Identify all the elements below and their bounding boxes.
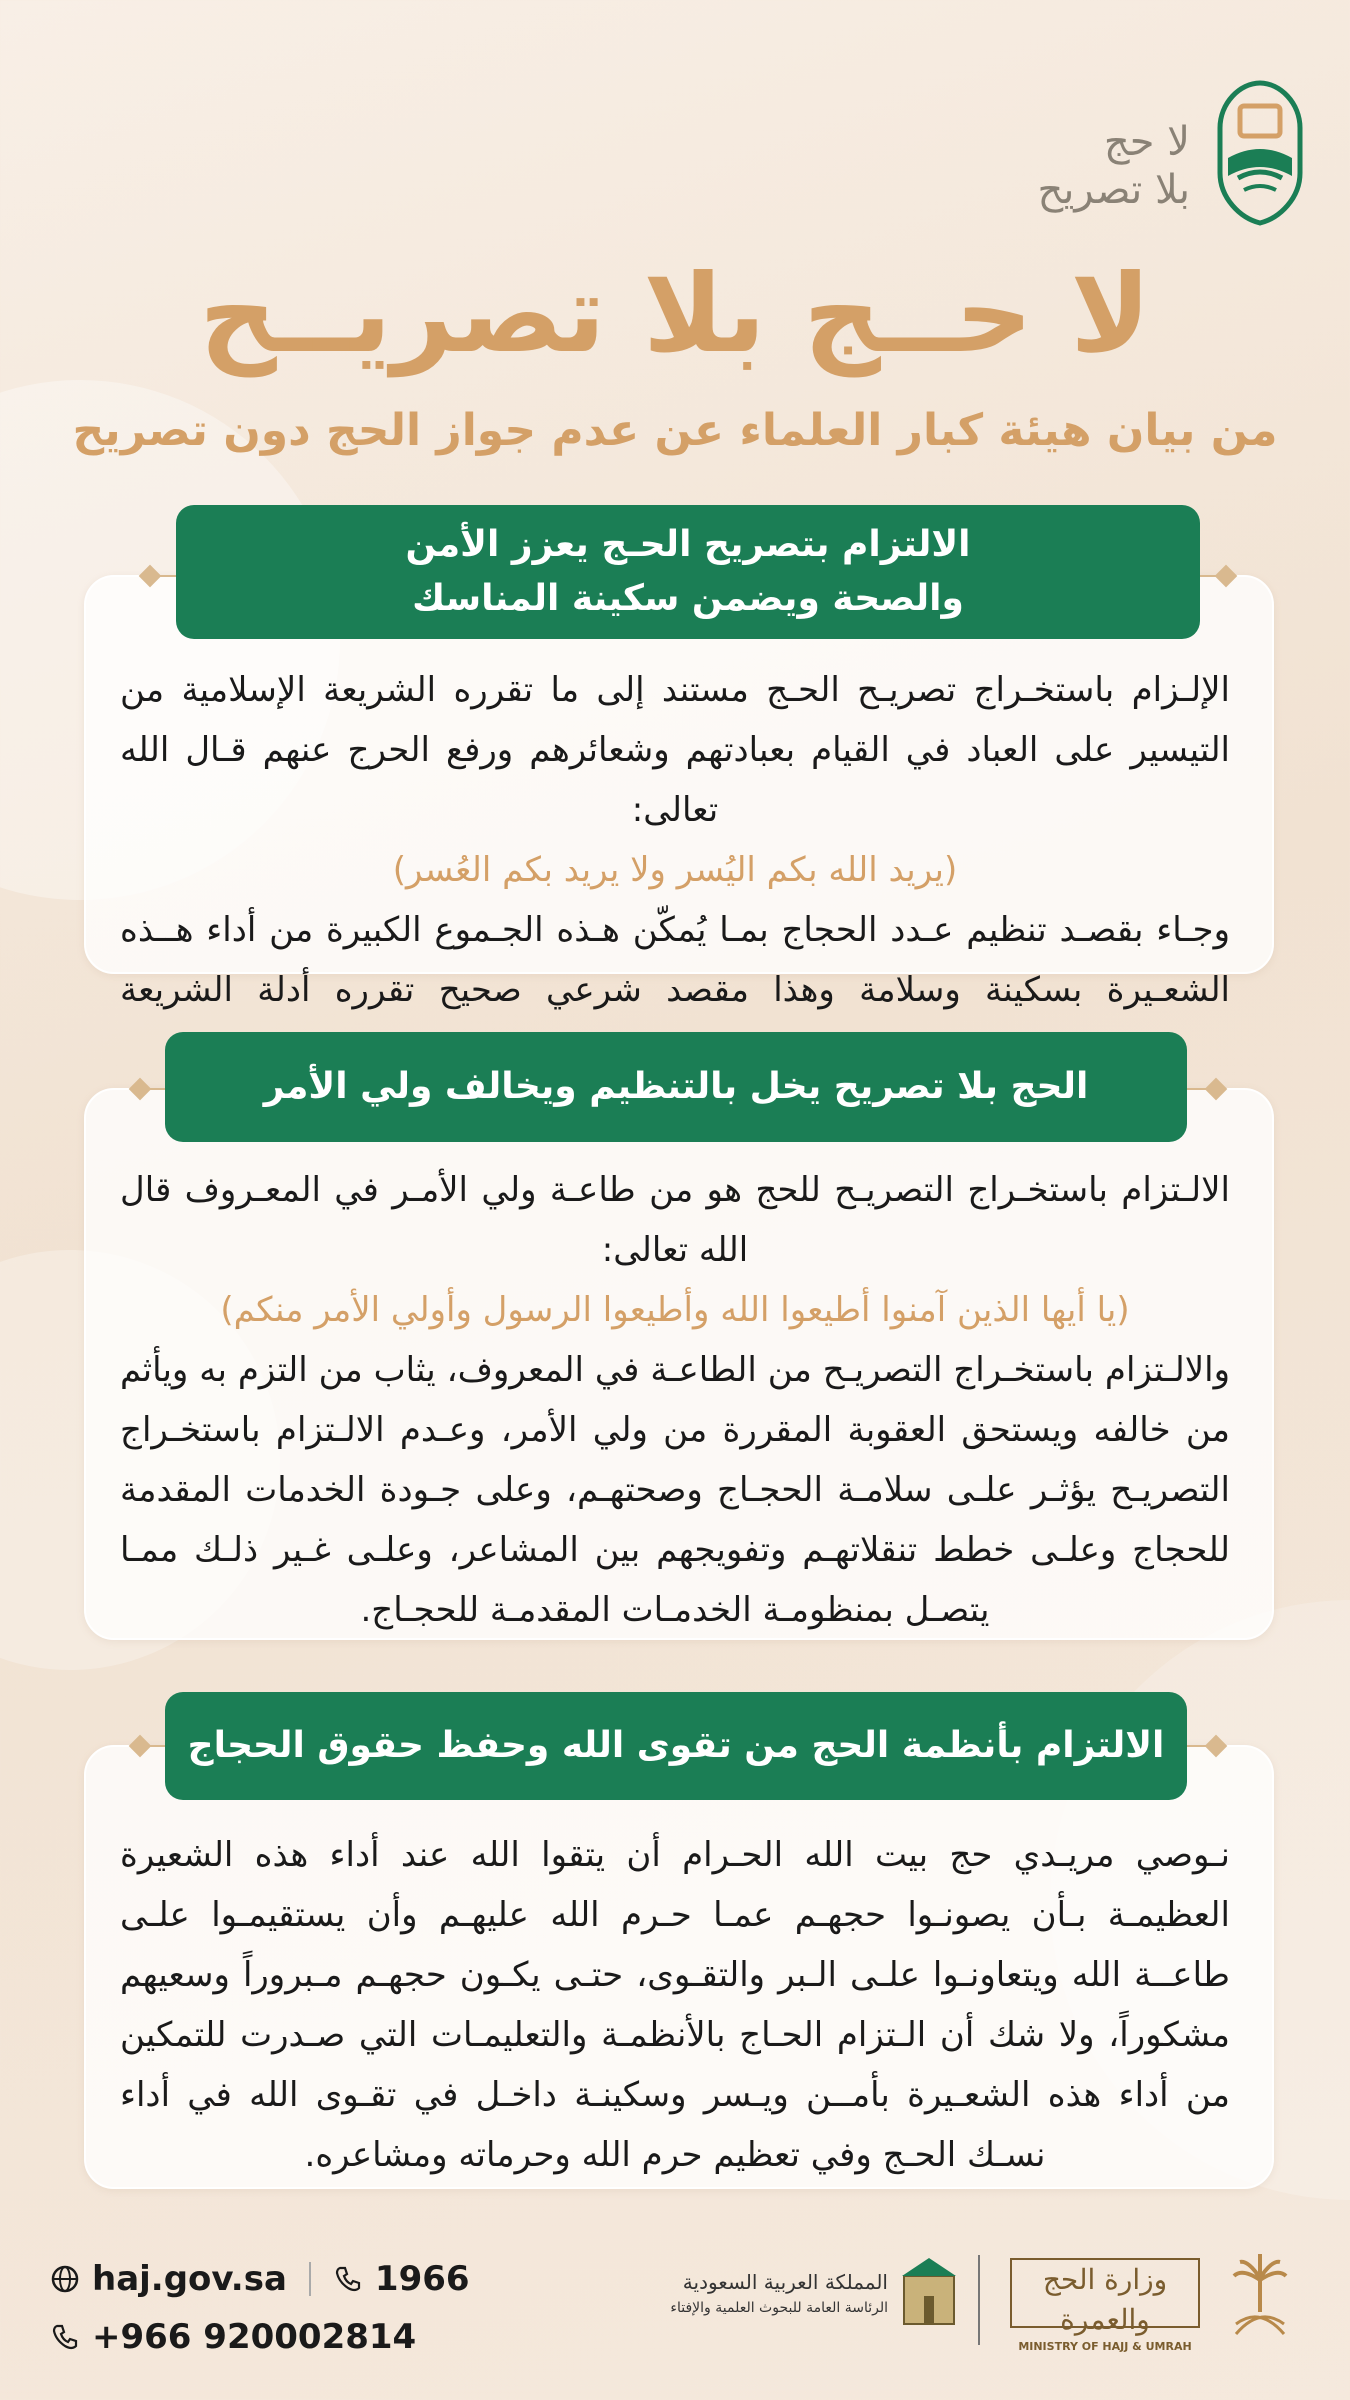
section-body bbox=[120, 660, 1230, 1080]
paragraph: وجـاء بقصـد تنظيم عـدد الحجاج بمـا يُمكّن هـذه الجـموع الكبيرة من أداء هــذه الشعـيرة بسكينة وسلامة وهذا مقصد شرعي صحيح تقرره أدلة الشريعة bbox=[120, 910, 1230, 1010]
brand-line1: لا حج bbox=[1103, 119, 1190, 165]
ministry-english: MINISTRY OF HAJJ & UMRAH bbox=[1018, 2340, 1192, 2353]
quran-quote: (يريد الله بكم اليُسر ولا يريد بكم العُسر) bbox=[392, 850, 958, 890]
page-subtitle: من بيان هيئة كبار العلماء عن عدم جواز الحج دون تصريح bbox=[72, 405, 1278, 456]
ministry-logo bbox=[1010, 2250, 1290, 2353]
phone-icon bbox=[333, 2264, 363, 2294]
phone-icon bbox=[50, 2322, 80, 2352]
divider bbox=[309, 2262, 311, 2296]
brand-text bbox=[1037, 118, 1190, 214]
section-title-line: الالتزام بتصريح الحـج يعزز الأمن bbox=[405, 524, 971, 565]
paragraph: الالـتزام باستخـراج التصريـح للحج هو من طاعـة ولي الأمـر في المعـروف قال الله تعالى: bbox=[120, 1170, 1230, 1270]
section-body bbox=[120, 1160, 1230, 1640]
section-body bbox=[120, 1825, 1230, 2185]
palm-swords-emblem-icon bbox=[1230, 2250, 1290, 2340]
kingdom-name: المملكة العربية السعودية bbox=[682, 2270, 888, 2294]
hotline-number[interactable]: 1966 bbox=[374, 2259, 470, 2299]
page-title: لا حــج بلا تصريــح bbox=[199, 252, 1151, 377]
paragraph: والالـتزام باستخـراج التصريـح من الطاعـة في المعروف، يثاب من التزم به ويأثم من خالفه ويستحق العقوبة المقررة من ولي الأمر، وعـدم الالـتزام باستخـراج التصريـح يؤثـر علـى سلامـة الحجـاج وصحتهـم، وعلى جـودة الخدمات المقدمة للحجاج وعلـى خطط تنقلاتهـم وتفويجهم بين المشاعر، وعلـى غـير ذلـك ممـا يتصـل بمنظومـة الخدمـات المقدمـة للحجـاج. bbox=[120, 1350, 1230, 1630]
kingdom-label bbox=[650, 2270, 950, 2316]
brand-line2: بلا تصريح bbox=[1037, 167, 1190, 213]
paragraph: الإلـزام باستخـراج تصريـح الحـج مستند إلى ما تقرره الشريعة الإسلامية من التيسير على العباد في القيام بعبادتهم وشعائرهم ورفع الحرج عنهم قـال الله تعالى: bbox=[120, 670, 1230, 830]
paragraph: نـوصي مريـدي حج بيت الله الحـرام أن يتقوا الله عند أداء هذه الشعيرة العظيمـة بـأن يصونـوا حجهـم عمـا حـرم الله عليهـم وأن يستقيمـوا علـى طاعــة الله ويتعاونـوا علـى الـبر والتقـوى، حتـى يكـون حجهـم مـبروراً وسعيهم مشكوراً، ولا شك أن الـتزام الحـاج بالأنظمـة والتعليمـات التي صـدرت للتمكين من أداء هذه الشعـيرة بأمــن ويـسر وسكينـة داخـل في تقـوى الله في أداء نسـك الحـج وفي تعظيم حرم الله وحرماته ومشاعره. bbox=[120, 1835, 1230, 2175]
footer-divider bbox=[978, 2255, 980, 2345]
quran-quote: (يا أيها الذين آمنوا أطيعوا الله وأطيعوا الرسول وأولي الأمر منكم) bbox=[220, 1290, 1130, 1330]
globe-icon bbox=[50, 2264, 80, 2294]
contact-info bbox=[50, 2250, 470, 2366]
section-header bbox=[165, 1692, 1187, 1800]
section-header bbox=[176, 505, 1200, 639]
website-link[interactable]: haj.gov.sa bbox=[92, 2259, 287, 2299]
section-title-line: الالتزام بأنظمة الحج من تقوى الله وحفظ حقوق الحجاج bbox=[187, 1725, 1165, 1766]
hajj-permit-logo-icon bbox=[1210, 78, 1310, 228]
phone-number[interactable]: +966 920002814 bbox=[92, 2317, 417, 2357]
academy-building-icon bbox=[898, 2256, 960, 2328]
section-title-line: الحج بلا تصريح يخل بالتنظيم ويخالف ولي الأمر bbox=[263, 1066, 1089, 1107]
presidency-name: الرئاسة العامة للبحوث العلمية والإفتاء bbox=[670, 2300, 888, 2316]
ministry-arabic: وزارة الحج والعمرة bbox=[1042, 2263, 1168, 2336]
section-header bbox=[165, 1032, 1187, 1142]
section-title-line: والصحة ويضمن سكينة المناسك bbox=[412, 578, 964, 619]
